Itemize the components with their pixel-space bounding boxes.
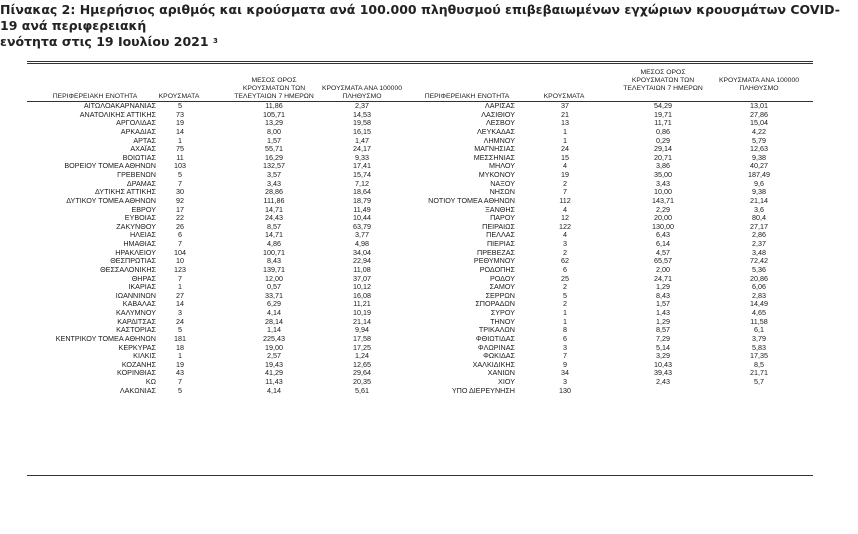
header-per100k-left: ΚΡΟΥΣΜΑΤΑ ΑΝΑ 100000 ΠΛΗΘΥΣΜΟ (321, 85, 403, 100)
left-row-14-avg: 8,57 (267, 221, 281, 231)
left-row-20-region: ΘΗΡΑΣ (131, 273, 156, 283)
right-row-24-per100k: 4,65 (752, 308, 766, 317)
right-row-20-per100k: 20,86 (750, 273, 768, 283)
table-caption (0, 2, 850, 50)
left-row-14-cases: 26 (176, 221, 184, 231)
left-row-28-region: ΚΕΡΚΥΡΑΣ (118, 342, 156, 352)
left-row-19-avg: 139,71 (263, 264, 285, 274)
right-row-0-per100k: 13,01 (750, 101, 768, 110)
right-row-16-avg: 6,14 (656, 239, 670, 248)
left-row-5-per100k: 24,17 (353, 144, 371, 154)
right-row-12-cases: 4 (563, 204, 567, 214)
right-row-25-avg: 1,29 (656, 316, 670, 326)
right-row-10-cases: 7 (563, 187, 567, 197)
right-row-8-region: ΜΥΚΟΝΟΥ (478, 170, 515, 179)
right-row-28-cases: 3 (563, 342, 567, 352)
data-table (27, 61, 813, 476)
right-row-3-per100k: 4,22 (752, 126, 766, 136)
right-row-19-region: ΡΟΔΟΠΗΣ (479, 264, 515, 274)
right-row-33-per100k (734, 387, 784, 396)
right-row-25-cases: 1 (563, 316, 567, 326)
left-row-12-region: ΕΒΡΟΥ (131, 204, 156, 214)
right-row-5-per100k: 12,63 (750, 144, 768, 154)
left-row-2-cases: 19 (176, 118, 184, 128)
right-row-7-region: ΜΗΛΟΥ (489, 161, 515, 171)
left-row-10-region: ΔΥΤΙΚΗΣ ΑΤΤΙΚΗΣ (95, 187, 156, 197)
left-row-22-cases: 27 (176, 290, 184, 300)
left-row-30-per100k: 12,65 (353, 359, 371, 369)
left-row-11-per100k: 18,79 (353, 195, 371, 205)
right-row-17-cases: 2 (563, 247, 567, 257)
left-row-26-region: ΚΑΣΤΟΡΙΑΣ (116, 325, 156, 335)
right-row-16-per100k: 2,37 (752, 239, 766, 248)
left-row-2-per100k: 19,58 (353, 118, 371, 128)
right-row-18-cases: 62 (561, 256, 569, 266)
right-row-32-avg: 2,43 (656, 377, 670, 386)
left-row-17-cases: 104 (174, 247, 186, 257)
left-row-3-cases: 14 (176, 126, 184, 136)
right-row-7-per100k: 40,27 (750, 161, 768, 171)
left-row-33-per100k: 5,61 (355, 385, 369, 395)
right-row-29-region: ΦΩΚΙΔΑΣ (483, 351, 515, 361)
left-row-24-cases: 3 (178, 308, 182, 317)
right-row-1-cases: 21 (561, 109, 569, 119)
left-row-9-region: ΔΡΑΜΑΣ (126, 178, 156, 188)
right-row-33-region: ΥΠΟ ΔΙΕΡΕΥΝΗΣΗ (451, 385, 515, 395)
left-row-20-avg: 12,00 (265, 273, 283, 283)
right-row-15-per100k: 2,86 (752, 230, 766, 240)
left-row-19-per100k: 11,08 (353, 264, 371, 274)
left-row-32-region: ΚΩ (145, 377, 156, 386)
right-row-13-cases: 12 (561, 213, 569, 223)
left-row-28-avg: 19,00 (265, 342, 283, 352)
left-row-1-per100k: 14,53 (353, 109, 371, 119)
left-row-16-per100k: 4,98 (355, 239, 369, 248)
left-row-10-per100k: 18,64 (353, 187, 371, 197)
table-top-rule (27, 63, 813, 64)
right-row-14-avg: 130,00 (652, 221, 674, 231)
left-row-26-per100k: 9,94 (355, 325, 369, 335)
left-row-5-cases: 75 (176, 144, 184, 154)
right-cases-column (550, 102, 580, 395)
right-row-21-cases: 2 (563, 282, 567, 292)
right-row-15-cases: 4 (563, 230, 567, 240)
left-row-4-per100k: 1,47 (355, 135, 369, 145)
right-row-10-per100k: 9,38 (752, 187, 766, 197)
right-row-14-cases: 122 (559, 221, 571, 231)
left-row-31-avg: 41,29 (265, 368, 283, 378)
right-row-10-region: ΝΗΣΩΝ (489, 187, 515, 197)
header-region-left: ΠΕΡΙΦΕΡΕΙΑΚΗ ΕΝΟΤΗΤΑ (52, 93, 138, 100)
left-row-6-per100k: 9,33 (355, 152, 369, 162)
left-row-31-cases: 43 (176, 368, 184, 378)
left-row-15-avg: 14,71 (265, 230, 283, 240)
right-row-27-per100k: 3,79 (752, 333, 766, 343)
left-row-33-avg: 4,14 (267, 385, 281, 395)
right-row-17-region: ΠΡΕΒΕΖΑΣ (477, 247, 515, 257)
left-row-7-avg: 132,57 (263, 161, 285, 171)
left-row-18-cases: 10 (176, 256, 184, 266)
left-row-6-avg: 16,29 (265, 152, 283, 162)
right-row-8-avg: 35,00 (654, 170, 672, 179)
right-row-2-avg: 11,71 (654, 118, 672, 128)
right-row-5-avg: 29,14 (654, 144, 672, 154)
right-row-32-cases: 3 (563, 377, 567, 386)
right-row-3-cases: 1 (563, 126, 567, 136)
left-row-31-region: ΚΟΡΙΝΘΙΑΣ (117, 368, 156, 378)
left-row-4-avg: 1,57 (267, 135, 281, 145)
left-row-2-avg: 13,29 (265, 118, 283, 128)
right-row-15-region: ΠΕΛΛΑΣ (486, 230, 515, 240)
right-row-7-avg: 3,86 (656, 161, 670, 171)
right-row-31-avg: 39,43 (654, 368, 672, 378)
right-row-13-avg: 20,00 (654, 213, 672, 223)
right-row-17-avg: 4,57 (656, 247, 670, 257)
right-row-30-cases: 9 (563, 359, 567, 369)
right-row-16-cases: 3 (563, 239, 567, 248)
right-row-30-per100k: 8,5 (754, 359, 764, 369)
right-row-29-avg: 3,29 (656, 351, 670, 361)
right-row-9-avg: 3,43 (656, 178, 670, 188)
left-row-20-per100k: 37,07 (353, 273, 371, 283)
right-row-25-region: ΤΗΝΟΥ (490, 316, 515, 326)
left-row-24-region: ΚΑΛΥΜΝΟΥ (116, 308, 156, 317)
right-row-30-region: ΧΑΛΚΙΔΙΚΗΣ (472, 359, 515, 369)
right-row-18-avg: 65,57 (654, 256, 672, 266)
right-row-25-per100k: 11,58 (750, 316, 768, 326)
right-row-33-cases: 130 (559, 385, 571, 395)
right-row-28-avg: 5,14 (656, 342, 670, 352)
left-row-0-cases: 5 (178, 101, 182, 110)
right-row-8-cases: 19 (561, 170, 569, 179)
right-row-30-avg: 10,43 (654, 359, 672, 369)
header-avg-left: ΜΕΣΟΣ ΟΡΟΣ ΚΡΟΥΣΜΑΤΩΝ ΤΩΝ ΤΕΛΕΥΤΑΙΩΝ 7 ΗΜΕΡΩΝ (234, 77, 314, 100)
left-row-11-region: ΔΥΤΙΚΟΥ ΤΟΜΕΑ ΑΘΗΝΩΝ (66, 195, 156, 205)
right-row-9-region: ΝΑΞΟΥ (490, 178, 515, 188)
left-row-7-cases: 103 (174, 161, 186, 171)
right-row-21-per100k: 6,06 (752, 282, 766, 292)
right-row-19-avg: 2,00 (656, 264, 670, 274)
right-row-21-region: ΣΑΜΟΥ (489, 282, 515, 292)
right-row-19-per100k: 5,36 (752, 264, 766, 274)
right-row-11-region: ΝΟΤΙΟΥ ΤΟΜΕΑ ΑΘΗΝΩΝ (428, 195, 515, 205)
right-row-29-cases: 7 (563, 351, 567, 361)
left-row-27-region: ΚΕΝΤΡΙΚΟΥ ΤΟΜΕΑ ΑΘΗΝΩΝ (55, 333, 156, 343)
left-row-13-region: ΕΥΒΟΙΑΣ (124, 213, 156, 223)
caption-line-2: ενότητα στις 19 Ιουλίου 2021 (0, 34, 209, 49)
right-row-20-avg: 24,71 (654, 273, 672, 283)
left-row-28-per100k: 17,25 (353, 342, 371, 352)
left-row-19-cases: 123 (174, 264, 186, 274)
left-row-1-avg: 105,71 (263, 109, 285, 119)
left-row-29-per100k: 1,24 (355, 351, 369, 361)
left-row-14-per100k: 63,79 (353, 221, 371, 231)
left-row-12-avg: 14,71 (265, 204, 283, 214)
right-row-4-region: ΛΗΜΝΟΥ (483, 135, 515, 145)
left-row-23-avg: 6,29 (267, 299, 281, 309)
header-avg-right: ΜΕΣΟΣ ΟΡΟΣ ΚΡΟΥΣΜΑΤΩΝ ΤΩΝ ΤΕΛΕΥΤΑΙΩΝ 7 ΗΜΕΡΩΝ (623, 69, 703, 92)
right-row-16-region: ΠΙΕΡΙΑΣ (486, 239, 515, 248)
left-row-13-avg: 24,43 (265, 213, 283, 223)
left-row-6-region: ΒΟΙΩΤΙΑΣ (122, 152, 156, 162)
left-row-29-cases: 1 (178, 351, 182, 361)
right-row-23-cases: 2 (563, 299, 567, 309)
right-row-27-avg: 7,29 (656, 333, 670, 343)
left-row-22-avg: 33,71 (265, 290, 283, 300)
left-row-30-avg: 19,43 (265, 359, 283, 369)
right-row-24-region: ΣΥΡΟΥ (490, 308, 515, 317)
left-row-9-cases: 7 (178, 178, 182, 188)
left-row-25-region: ΚΑΡΔΙΤΣΑΣ (117, 316, 156, 326)
left-row-28-cases: 18 (176, 342, 184, 352)
left-row-9-avg: 3,43 (267, 178, 281, 188)
right-region-column (407, 102, 515, 395)
header-cases-left: ΚΡΟΥΣΜΑΤΑ (158, 93, 200, 100)
left-row-7-region: ΒΟΡΕΙΟΥ ΤΟΜΕΑ ΑΘΗΝΩΝ (64, 161, 156, 171)
left-row-9-per100k: 7,12 (355, 178, 369, 188)
left-row-32-avg: 11,43 (265, 377, 283, 386)
left-row-21-per100k: 10,12 (353, 282, 371, 292)
left-per100k-column (337, 102, 387, 395)
left-row-16-avg: 4,86 (267, 239, 281, 248)
left-row-27-avg: 225,43 (263, 333, 285, 343)
right-row-0-avg: 54,29 (654, 101, 672, 110)
right-row-15-avg: 6,43 (656, 230, 670, 240)
left-row-32-cases: 7 (178, 377, 182, 386)
right-row-13-region: ΠΑΡΟΥ (490, 213, 515, 223)
right-row-9-cases: 2 (563, 178, 567, 188)
left-row-22-per100k: 16,08 (353, 290, 371, 300)
right-row-4-cases: 1 (563, 135, 567, 145)
right-row-4-per100k: 5,79 (752, 135, 766, 145)
left-row-30-cases: 19 (176, 359, 184, 369)
right-row-5-region: ΜΑΓΝΗΣΙΑΣ (474, 144, 515, 154)
left-row-6-cases: 11 (176, 152, 184, 162)
left-row-24-per100k: 10,19 (353, 308, 371, 317)
right-row-7-cases: 4 (563, 161, 567, 171)
left-row-29-region: ΚΙΛΚΙΣ (133, 351, 156, 361)
right-row-19-cases: 6 (563, 264, 567, 274)
left-row-5-avg: 55,71 (265, 144, 283, 154)
left-row-15-cases: 6 (178, 230, 182, 240)
right-row-27-cases: 6 (563, 333, 567, 343)
right-row-5-cases: 24 (561, 144, 569, 154)
left-row-13-cases: 22 (176, 213, 184, 223)
right-row-0-cases: 37 (561, 101, 569, 110)
header-region-right: ΠΕΡΙΦΕΡΕΙΑΚΗ ΕΝΟΤΗΤΑ (424, 93, 510, 100)
right-row-11-per100k: 21,14 (750, 195, 768, 205)
right-row-13-per100k: 80,4 (752, 213, 766, 223)
right-row-32-region: ΧΙΟΥ (498, 377, 515, 386)
right-row-11-avg: 143,71 (652, 195, 674, 205)
right-row-26-per100k: 6,1 (754, 325, 764, 335)
left-row-21-region: ΙΚΑΡΙΑΣ (128, 282, 156, 292)
right-row-6-cases: 15 (561, 152, 569, 162)
left-row-23-cases: 14 (176, 299, 184, 309)
left-row-1-cases: 73 (176, 109, 184, 119)
right-row-6-per100k: 9,38 (752, 152, 766, 162)
right-row-32-per100k: 5,7 (754, 377, 764, 386)
left-row-16-cases: 7 (178, 239, 182, 248)
left-row-30-region: ΚΟΖΑΝΗΣ (121, 359, 156, 369)
left-row-10-cases: 30 (176, 187, 184, 197)
left-row-33-cases: 5 (178, 385, 182, 395)
right-row-14-region: ΠΕΙΡΑΙΩΣ (482, 221, 515, 231)
left-row-26-cases: 5 (178, 325, 182, 335)
left-row-17-region: ΗΡΑΚΛΕΙΟΥ (115, 247, 156, 257)
right-row-31-cases: 34 (561, 368, 569, 378)
right-row-1-per100k: 27,86 (750, 109, 768, 119)
left-row-19-region: ΘΕΣΣΑΛΟΝΙΚΗΣ (100, 264, 156, 274)
left-row-5-region: ΑΧΑΪΑΣ (130, 144, 156, 154)
left-row-3-per100k: 16,15 (353, 126, 371, 136)
left-row-8-avg: 3,57 (267, 170, 281, 179)
right-row-22-region: ΣΕΡΡΩΝ (485, 290, 515, 300)
right-row-31-region: ΧΑΝΙΩΝ (487, 368, 515, 378)
right-row-3-avg: 0,86 (656, 126, 670, 136)
right-row-22-cases: 5 (563, 290, 567, 300)
right-avg-column (638, 102, 688, 395)
left-row-23-region: ΚΑΒΑΛΑΣ (122, 299, 156, 309)
left-row-17-per100k: 34,04 (353, 247, 371, 257)
right-row-18-region: ΡΕΘΥΜΝΟΥ (473, 256, 515, 266)
right-row-6-avg: 20,71 (654, 152, 672, 162)
right-row-0-region: ΛΑΡΙΣΑΣ (484, 101, 515, 110)
right-row-21-avg: 1,29 (656, 282, 670, 292)
header-cases-right: ΚΡΟΥΣΜΑΤΑ (543, 93, 585, 100)
left-row-16-region: ΗΜΑΘΙΑΣ (123, 239, 156, 248)
right-row-24-avg: 1,43 (656, 308, 670, 317)
caption-line-1: Πίνακας 2: Ημερήσιος αριθμός και κρούσματα ανά 100.000 πληθυσμού επιβεβαιωμένων εγχώριων κρουσμάτων COVID-19 ανά περιφερειακή (0, 2, 840, 33)
right-row-14-per100k: 27,17 (750, 221, 768, 231)
left-row-0-region: ΑΙΤΩΛΟΑΚΑΡΝΑΝΙΑΣ (83, 101, 156, 110)
right-row-31-per100k: 21,71 (750, 368, 768, 378)
left-row-29-avg: 2,57 (267, 351, 281, 361)
right-row-6-region: ΜΕΣΣΗΝΙΑΣ (473, 152, 515, 162)
right-row-2-region: ΛΕΣΒΟΥ (486, 118, 515, 128)
right-row-11-cases: 112 (559, 195, 571, 205)
left-row-7-per100k: 17,41 (353, 161, 371, 171)
left-row-32-per100k: 20,35 (353, 377, 371, 386)
left-row-23-per100k: 11,21 (353, 299, 371, 309)
right-row-1-region: ΛΑΣΙΘΙΟΥ (481, 109, 515, 119)
right-row-29-per100k: 17,35 (750, 351, 768, 361)
left-row-0-per100k: 2,37 (355, 101, 369, 110)
right-row-23-avg: 1,57 (656, 299, 670, 309)
right-row-26-cases: 8 (563, 325, 567, 335)
right-row-27-region: ΦΘΙΩΤΙΔΑΣ (475, 333, 515, 343)
left-row-11-avg: 111,86 (263, 195, 285, 205)
right-row-22-avg: 8,43 (656, 290, 670, 300)
right-row-23-per100k: 14,49 (750, 299, 768, 309)
left-row-0-avg: 11,86 (265, 101, 283, 110)
left-row-2-region: ΑΡΓΟΛΙΔΑΣ (116, 118, 156, 128)
header-per100k-right: ΚΡΟΥΣΜΑΤΑ ΑΝΑ 100000 ΠΛΗΘΥΣΜΟ (718, 77, 800, 92)
left-row-12-cases: 17 (176, 204, 184, 214)
left-row-3-avg: 8,00 (267, 126, 281, 136)
left-row-27-per100k: 17,58 (353, 333, 371, 343)
left-row-8-region: ΓΡΕΒΕΝΩΝ (117, 170, 156, 179)
right-row-22-per100k: 2,83 (752, 290, 766, 300)
left-row-4-cases: 1 (178, 135, 182, 145)
left-row-17-avg: 100,71 (263, 247, 285, 257)
right-row-28-region: ΦΛΩΡΙΝΑΣ (477, 342, 515, 352)
right-row-10-avg: 10,00 (654, 187, 672, 197)
left-row-13-per100k: 10,44 (353, 213, 371, 223)
right-row-4-avg: 0,29 (656, 135, 670, 145)
right-row-2-cases: 13 (561, 118, 569, 128)
left-row-8-cases: 5 (178, 170, 182, 179)
left-region-column (27, 102, 156, 395)
left-row-8-per100k: 15,74 (353, 170, 371, 179)
left-row-4-region: ΑΡΤΑΣ (133, 135, 156, 145)
right-row-2-per100k: 15,04 (750, 118, 768, 128)
left-row-12-per100k: 11,49 (353, 204, 371, 214)
left-row-18-per100k: 22,94 (353, 256, 371, 266)
right-per100k-column (734, 102, 784, 395)
left-avg-column (249, 102, 299, 395)
right-row-18-per100k: 72,42 (750, 256, 768, 266)
caption-footnote: 3 (212, 37, 218, 45)
left-row-24-avg: 4,14 (267, 308, 281, 317)
left-row-3-region: ΑΡΚΑΔΙΑΣ (120, 126, 156, 136)
left-row-31-per100k: 29,64 (353, 368, 371, 378)
right-row-9-per100k: 9,6 (754, 178, 764, 188)
left-row-25-per100k: 21,14 (353, 316, 371, 326)
right-row-3-region: ΛΕΥΚΑΔΑΣ (476, 126, 515, 136)
left-row-21-cases: 1 (178, 282, 182, 292)
right-row-33-avg (638, 387, 688, 396)
right-row-1-avg: 19,71 (654, 109, 672, 119)
right-row-20-cases: 25 (561, 273, 569, 283)
left-row-10-avg: 28,86 (265, 187, 283, 197)
right-row-23-region: ΣΠΟΡΑΔΩΝ (475, 299, 515, 309)
right-row-17-per100k: 3,48 (752, 247, 766, 257)
right-row-26-avg: 8,57 (656, 325, 670, 335)
left-row-14-region: ΖΑΚΥΝΘΟΥ (116, 221, 156, 231)
right-row-12-avg: 2,29 (656, 204, 670, 214)
left-row-18-region: ΘΕΣΠΡΩΤΙΑΣ (110, 256, 156, 266)
right-row-24-cases: 1 (563, 308, 567, 317)
right-row-20-region: ΡΟΔΟΥ (489, 273, 515, 283)
left-row-15-per100k: 3,77 (355, 230, 369, 240)
left-row-11-cases: 92 (176, 195, 184, 205)
right-row-26-region: ΤΡΙΚΑΛΩΝ (478, 325, 515, 335)
left-cases-column (163, 102, 197, 395)
right-row-12-per100k: 3,6 (754, 204, 764, 214)
left-row-20-cases: 7 (178, 273, 182, 283)
left-row-33-region: ΛΑΚΩΝΙΑΣ (119, 385, 156, 395)
left-row-22-region: ΙΩΑΝΝΙΝΩΝ (115, 290, 156, 300)
left-row-25-avg: 28,14 (265, 316, 283, 326)
left-row-1-region: ΑΝΑΤΟΛΙΚΗΣ ΑΤΤΙΚΗΣ (79, 109, 156, 119)
left-row-27-cases: 181 (174, 333, 186, 343)
left-row-26-avg: 1,14 (267, 325, 281, 335)
left-row-18-avg: 8,43 (267, 256, 281, 266)
right-row-28-per100k: 5,83 (752, 342, 766, 352)
left-row-25-cases: 24 (176, 316, 184, 326)
right-row-8-per100k: 187,49 (748, 170, 770, 179)
left-row-21-avg: 0,57 (267, 282, 281, 292)
right-row-12-region: ΞΑΝΘΗΣ (485, 204, 515, 214)
left-row-15-region: ΗΛΕΙΑΣ (129, 230, 156, 240)
